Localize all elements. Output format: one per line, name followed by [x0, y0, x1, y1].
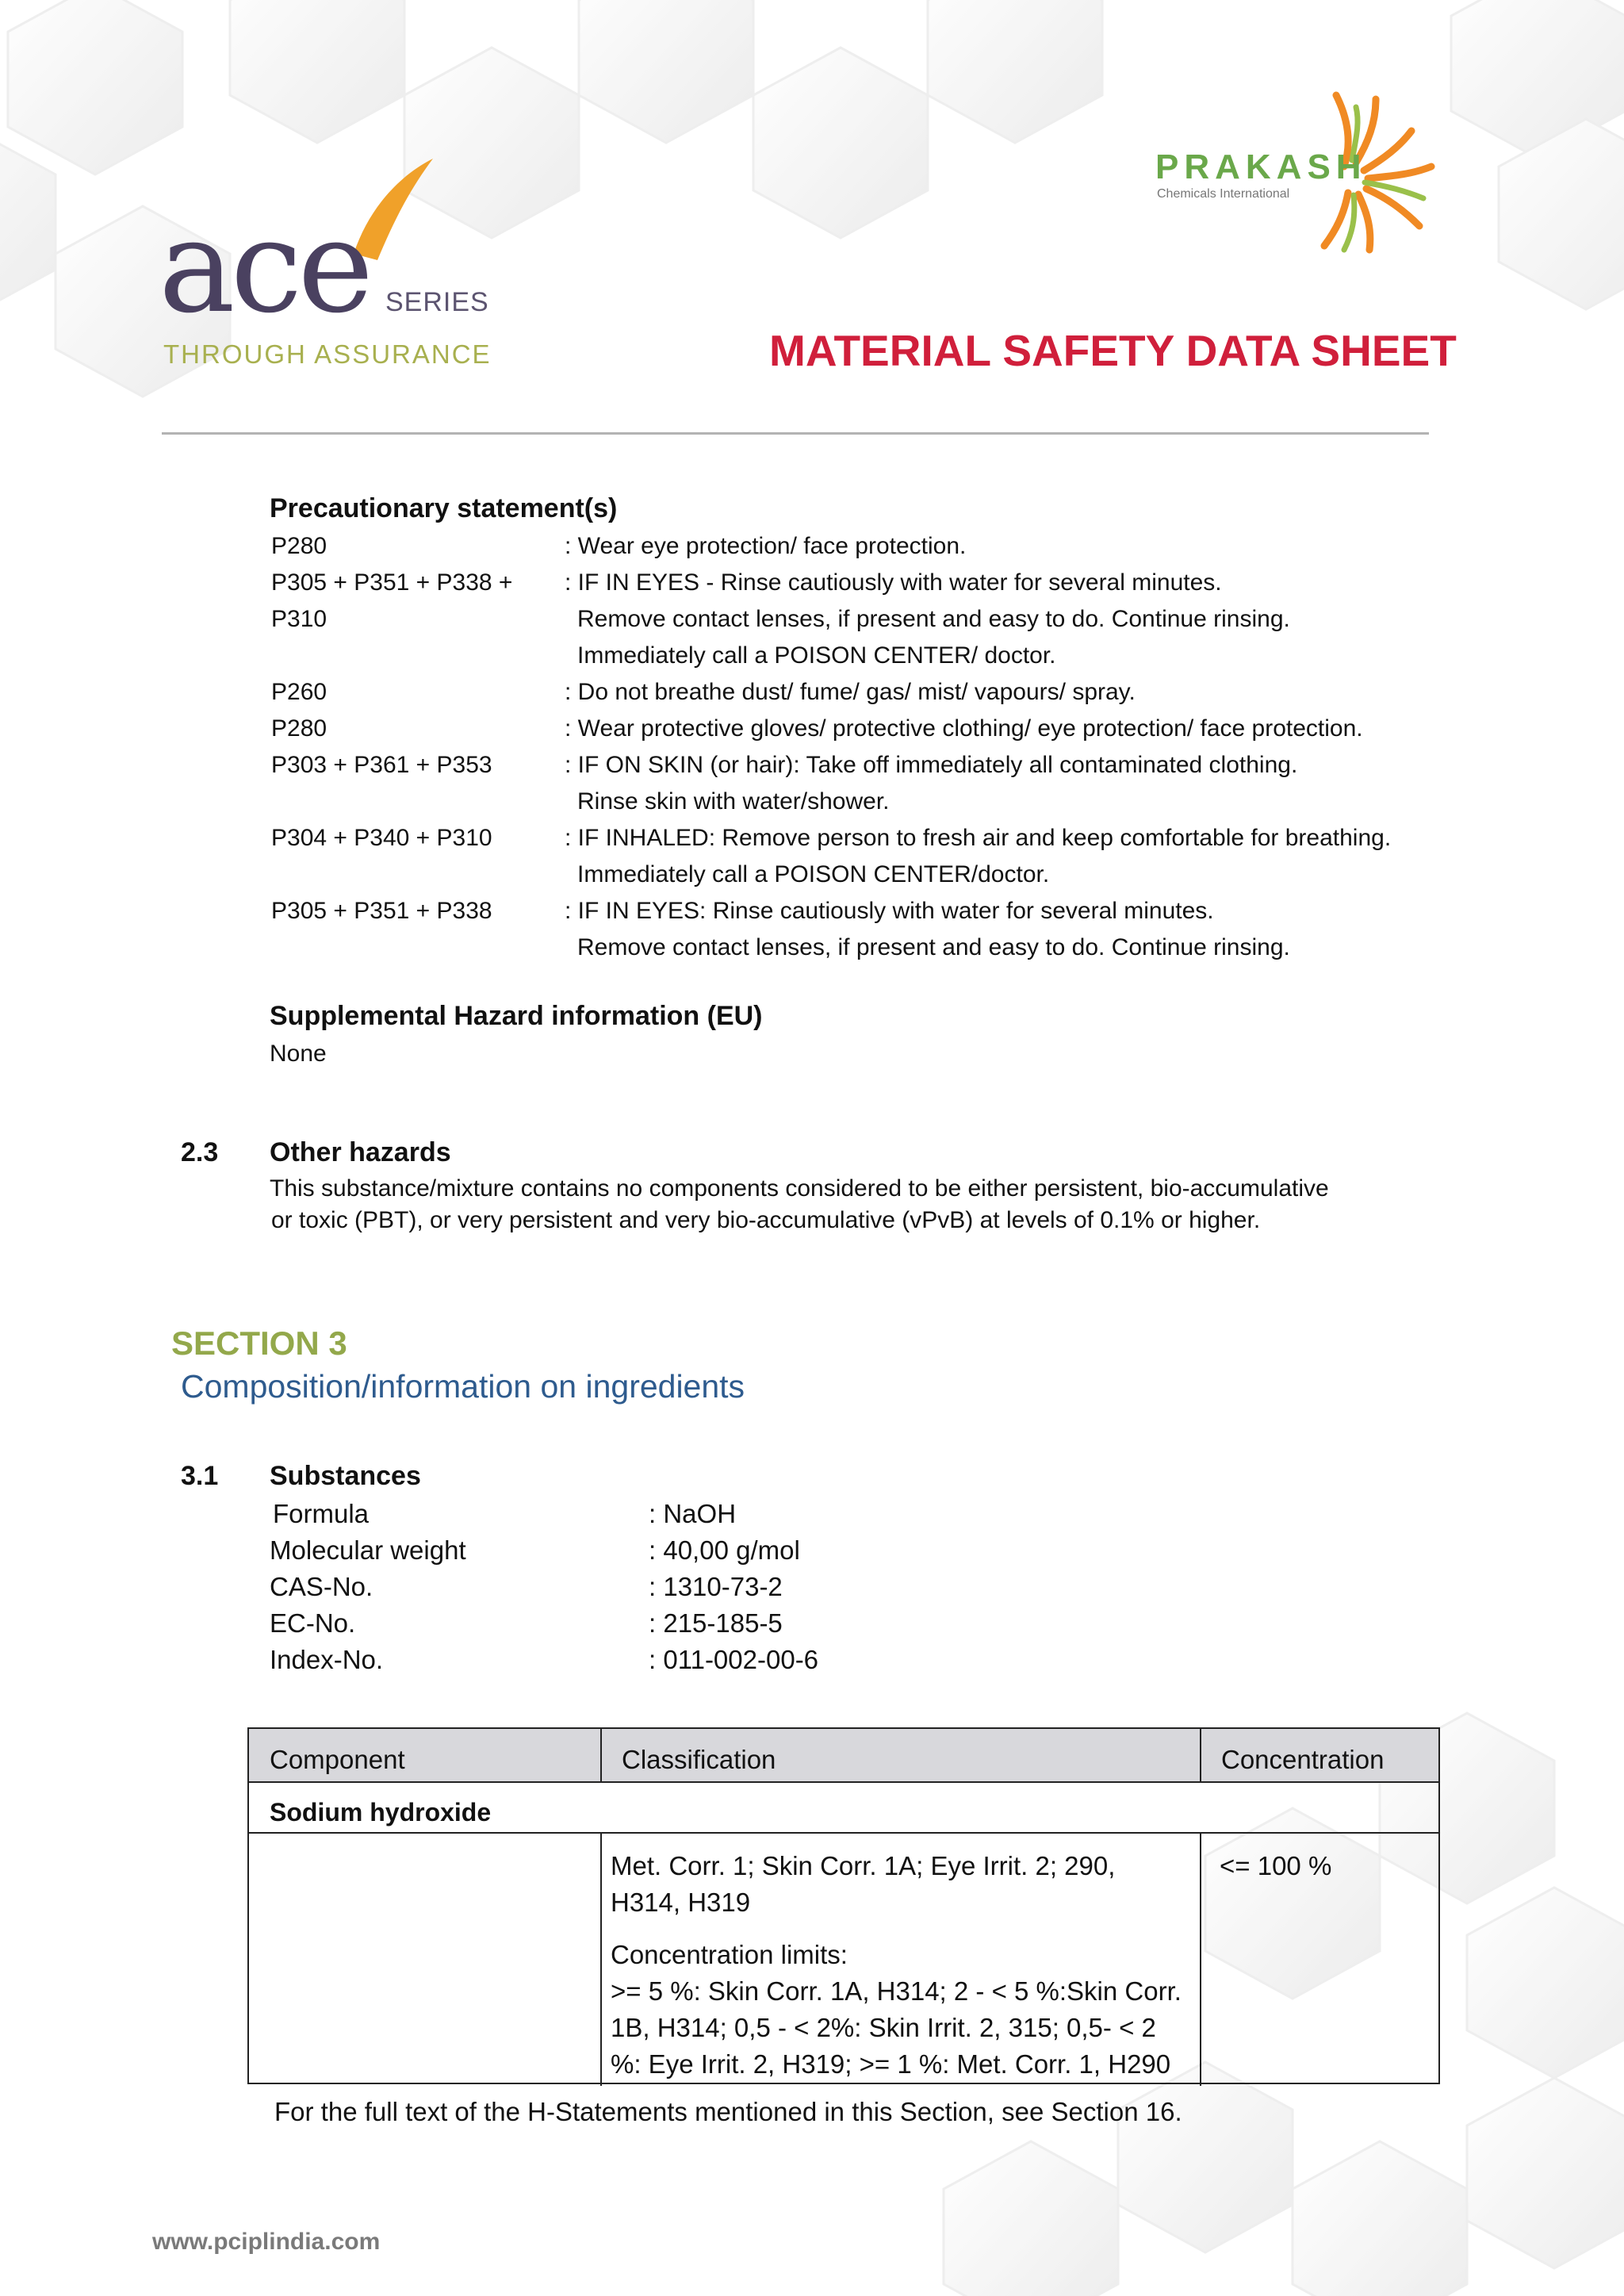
precaution-text: : Wear protective gloves/ protective clothing/ eye protection/ face protection.	[565, 715, 1363, 742]
precaution-text: Immediately call a POISON CENTER/doctor.	[577, 861, 1050, 887]
substance-value: : NaOH	[649, 1499, 737, 1528]
prakash-logo	[1154, 87, 1439, 254]
composition-table	[247, 1727, 1440, 2084]
section-label: SECTION 3	[171, 1324, 347, 1362]
header-divider	[162, 432, 1429, 435]
precaution-text: Remove contact lenses, if present and easy to do. Continue rinsing.	[577, 934, 1290, 960]
ace-logo-series: SERIES	[385, 287, 489, 317]
table-limits-line: %: Eye Irrit. 2, H319; >= 1 %: Met. Corr. 1, H290	[611, 2049, 1171, 2079]
substance-label: CAS-No.	[270, 1572, 373, 1601]
ace-series-logo	[159, 159, 492, 381]
table-divider	[1200, 1832, 1201, 2086]
precaution-text: : IF IN EYES: Rinse cautiously with water for several minutes.	[565, 898, 1214, 924]
footer-website-link[interactable]: www.pciplindia.com	[152, 2229, 381, 2255]
precaution-text: : IF ON SKIN (or hair): Take off immediately all contaminated clothing.	[565, 752, 1298, 778]
precaution-text: : Do not breathe dust/ fume/ gas/ mist/ vapours/ spray.	[565, 679, 1136, 705]
substances-number: 3.1	[181, 1461, 219, 1491]
substance-value: : 215-185-5	[649, 1608, 783, 1638]
table-divider	[249, 1832, 1438, 1834]
prakash-logo-name: PRAKASH	[1155, 148, 1367, 186]
substance-value: : 1310-73-2	[649, 1572, 783, 1601]
table-divider	[1200, 1729, 1201, 1781]
table-component-name: Sodium hydroxide	[270, 1798, 492, 1826]
table-header-concentration: Concentration	[1221, 1745, 1385, 1774]
table-header-classification: Classification	[622, 1745, 776, 1774]
substance-label: Index-No.	[270, 1645, 384, 1674]
precaution-code: P310	[271, 606, 327, 632]
table-divider	[600, 1729, 602, 1781]
other-hazards-text: This substance/mixture contains no components considered to be either persistent, bio-accumulative	[270, 1175, 1329, 1202]
table-limits-line: 1B, H314; 0,5 - < 2%: Skin Irrit. 2, 315; 0,5- < 2	[611, 2013, 1156, 2042]
prakash-logo-subtitle: Chemicals International	[1157, 187, 1290, 201]
table-divider	[600, 1832, 602, 2086]
ace-logo-tagline: THROUGH ASSURANCE	[163, 339, 492, 369]
precaution-code: P305 + P351 + P338 +	[271, 569, 513, 596]
precaution-code: P304 + P340 + P310	[271, 825, 492, 851]
supplemental-text: None	[270, 1041, 327, 1067]
document-title: MATERIAL SAFETY DATA SHEET	[769, 326, 1457, 375]
substance-label: Formula	[273, 1499, 370, 1528]
table-limits-line: >= 5 %: Skin Corr. 1A, H314; 2 - < 5 %:Skin Corr.	[611, 1976, 1182, 2006]
section-title: Composition/information on ingredients	[181, 1368, 745, 1405]
precaution-code: P260	[271, 679, 327, 705]
other-hazards-text: or toxic (PBT), or very persistent and very bio-accumulative (vPvB) at levels of 0.1% or higher.	[271, 1207, 1261, 1233]
substance-value: : 011-002-00-6	[649, 1645, 819, 1674]
table-header-component: Component	[270, 1745, 405, 1774]
precaution-text: : IF INHALED: Remove person to fresh air and keep comfortable for breathing.	[565, 825, 1392, 851]
precaution-text: : Wear eye protection/ face protection.	[565, 533, 967, 559]
precaution-text: Remove contact lenses, if present and easy to do. Continue rinsing.	[577, 606, 1290, 632]
precaution-code: P280	[271, 715, 327, 742]
precaution-text: : IF IN EYES - Rinse cautiously with water for several minutes.	[565, 569, 1222, 596]
substance-value: : 40,00 g/mol	[649, 1535, 800, 1565]
table-classification-line: Met. Corr. 1; Skin Corr. 1A; Eye Irrit. 2; 290,	[611, 1851, 1116, 1880]
table-footnote: For the full text of the H-Statements mentioned in this Section, see Section 16.	[274, 2097, 1182, 2126]
substance-label: EC-No.	[270, 1608, 356, 1638]
table-limits-line: Concentration limits:	[611, 1940, 848, 1969]
table-concentration-value: <= 100 %	[1220, 1851, 1332, 1880]
precaution-text: Rinse skin with water/shower.	[577, 788, 890, 815]
precaution-code: P280	[271, 533, 327, 559]
precaution-code: P305 + P351 + P338	[271, 898, 492, 924]
supplemental-heading: Supplemental Hazard information (EU)	[270, 1001, 763, 1031]
substance-label: Molecular weight	[270, 1535, 466, 1565]
table-classification-line: H314, H319	[611, 1888, 751, 1917]
other-hazards-heading: Other hazards	[270, 1137, 451, 1167]
substances-heading: Substances	[270, 1461, 421, 1491]
ace-logo-word: ace	[159, 193, 370, 342]
precautionary-heading: Precautionary statement(s)	[270, 493, 618, 523]
precaution-code: P303 + P361 + P353	[271, 752, 492, 778]
other-hazards-number: 2.3	[181, 1137, 219, 1167]
precaution-text: Immediately call a POISON CENTER/ doctor.	[577, 642, 1056, 669]
